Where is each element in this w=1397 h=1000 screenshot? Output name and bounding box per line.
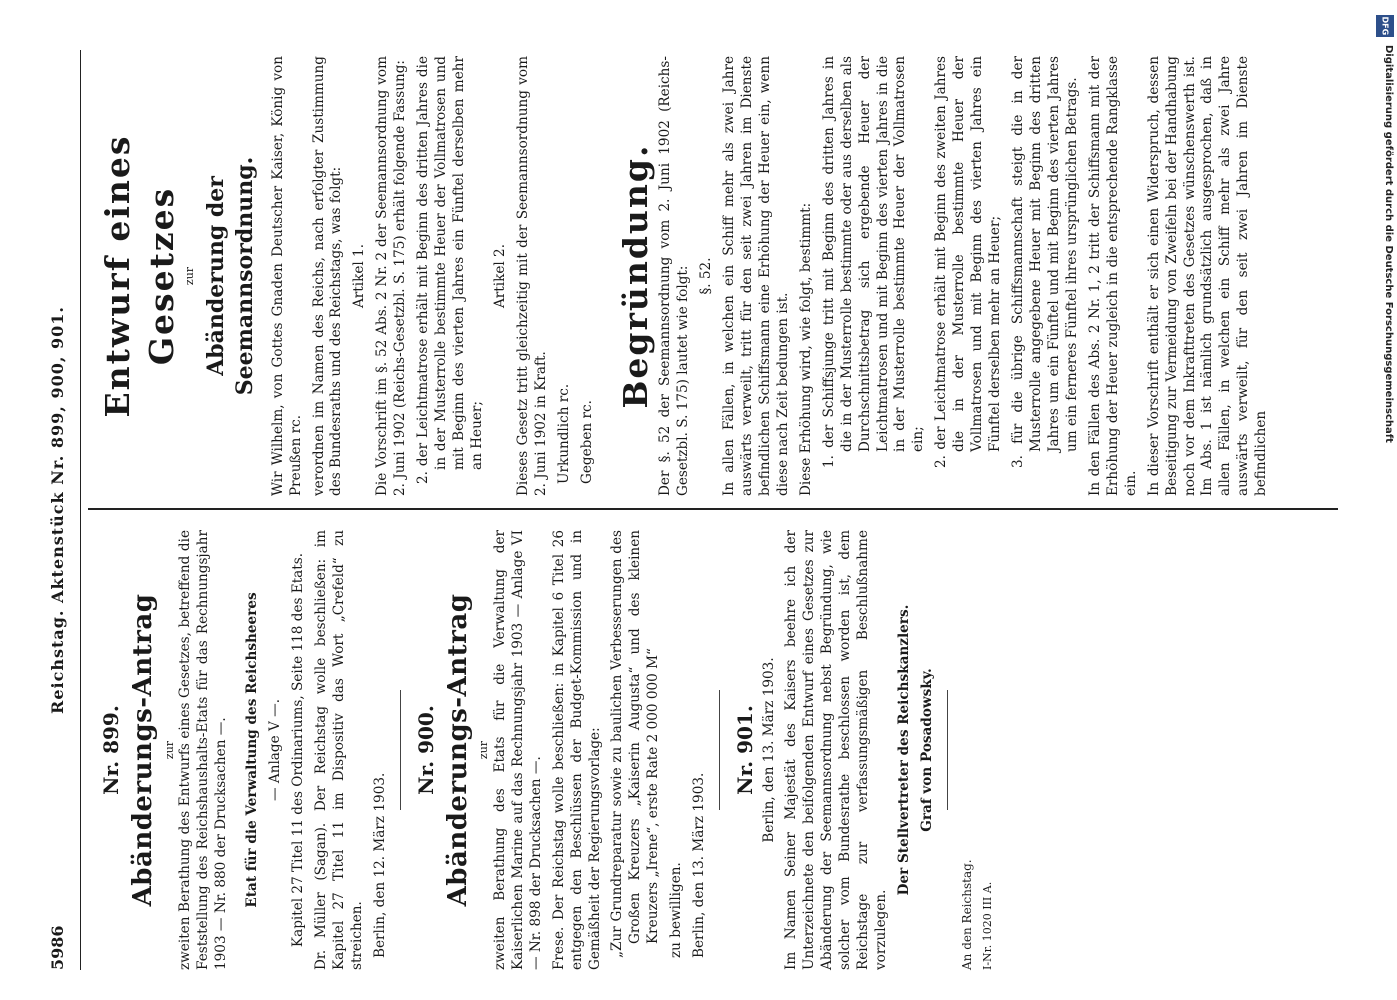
frese-end: zu bewilligen.	[668, 862, 685, 958]
wir-wilhelm: Wir Wilhelm, von Gottes Gnaden Deutscher Kaiser, König von Preußen rc.	[269, 56, 304, 496]
abaenderung-title: Abänderung der Seemannsordnung.	[202, 156, 258, 396]
frese-quote: „Zur Grundreparatur sowie zu baulichen Verbesserungen des Großen Kreuzers „Kaiserin Augusta“ und des kleinen Kreuzers „Irene“, erste Rate 2 000 000 M“	[609, 530, 662, 958]
artikel-1: Artikel 1.	[351, 243, 368, 309]
zur-right: zur	[183, 266, 197, 286]
heading-nr-901: Nr. 901.	[733, 705, 758, 795]
erhoehung-text: Diese Erhöhung wird, wie folgt, bestimmt:	[797, 202, 814, 496]
separator	[400, 690, 401, 810]
zur-899: zur	[162, 740, 176, 760]
addressee: An den Reichstag.	[959, 859, 974, 970]
heading-nr-899: Nr. 899.	[99, 705, 123, 795]
right-column	[92, 56, 1276, 496]
gegeben: Gegeben rc.	[578, 400, 595, 484]
date-900: Berlin, den 13. März 1903.	[691, 772, 708, 958]
item-3: 3. für die übrige Schiffsmannschaft steigt die in der Musterrolle angegebene Heuer mit Beginn des dritten Jahres um ein Fünftel und mit Beginn des vierten Jahres um ein ferneres Fünftel ihres ursprünglichen Betrags.	[1010, 56, 1080, 468]
paragraph-52: §. 52.	[698, 257, 715, 295]
item-1: 1. der Schiffsjunge tritt mit Beginn des dritten Jahres in die in der Musterrolle bestimmte oder aus derselben als Durchschnittsbetrag sich ergebende Heuer der Leichtmatrosen und mit Beginn des vierten Jahres in die in der Musterrolle bestimmte Heuer der Vollmatrosen ein;	[820, 56, 927, 468]
kapitel-text: Kapitel 27 Titel 11 des Ordinariums, Seite 118 des Etats.	[289, 552, 306, 948]
document-page	[40, 50, 1370, 970]
left-column	[92, 530, 995, 970]
etat-title: Etat für die Verwaltung des Reichsheeres	[244, 592, 261, 908]
page-header	[40, 50, 81, 970]
anlage-v: — Anlage V —.	[266, 698, 283, 802]
heading-nr-900: Nr. 900.	[413, 705, 438, 795]
separator	[719, 690, 720, 810]
dfg-logo: DFG	[1376, 15, 1394, 37]
signature-graf: Graf von Posadowsky.	[919, 668, 936, 832]
title-899: Abänderungs-Antrag	[128, 593, 159, 907]
begruendung-intro: Der §. 52 der Seemannsordnung vom 2. Juni 1902 (Reichs-Gesetzbl. S. 175) lautet wie folgt:	[657, 56, 692, 496]
begruendung-title: Begründung.	[615, 143, 655, 409]
artikel-1-item: 2. der Leichtmatrose erhält mit Beginn des dritten Jahres die in der Musterrolle bestimmte Heuer der Vollmatrosen und mit Beginn des vierten Jahres ein Fünftel derselben mehr an Heuer;	[415, 56, 486, 484]
date-899: Berlin, den 12. März 1903.	[371, 772, 388, 958]
artikel-1-text: Die Vorschrift im §. 52 Abs. 2 Nr. 2 der Seemannsordnung vom 2. Juni 1902 (Reichs-Gesetzbl. S. 175) erhält folgende Fassung:	[374, 56, 409, 496]
separator	[947, 690, 948, 810]
verordnen: verordnen im Namen des Reichs, nach erfolgter Zustimmung des Bundesraths und des Reichstags, was folgt:	[310, 56, 345, 496]
stellvertreter: Der Stellvertreter des Reichskanzlers.	[896, 604, 913, 896]
artikel-2: Artikel 2.	[491, 243, 508, 309]
paragraph-52-text: In allen Fällen, in welchen ein Schiff mehr als zwei Jahre auswärts verweilt, tritt für den seit zwei Jahren im Dienste befindlichen Schiffsmann eine Erhöhung der Heuer ein, wenn diese nach Zeit bedungen ist.	[721, 56, 791, 496]
page-number: 5986	[48, 925, 67, 970]
item-2: 2. der Leichtmatrose erhält mit Beginn des zweiten Jahres die in der Musterrolle bestimmte Heuer der Vollmatrosen und mit Beginn des vierten Jahres ein Fünftel derselben mehr an Heuer;	[933, 56, 1004, 468]
text-901: Im Namen Seiner Majestät des Kaisers beehre ich der Unterzeichnete den beifolgenden Entwurf eines Gesetzes zur Abänderung der Seemannsordnung nebst Begründung, wie solcher vom Bundesrathe beschlossen worden ist, dem Reichstage zur verfassungsmäßigen Beschlußnahme vorzulegen.	[783, 530, 890, 970]
text-900: zweiten Berathung des Etats für die Verwaltung der Kaiserlichen Marine auf das Rechnungsjahr 1903 — Anlage VI — Nr. 898 der Drucksachen —.	[491, 530, 544, 970]
zur-900: zur	[477, 740, 491, 760]
date-901: Berlin, den 13. März 1903.	[760, 657, 777, 843]
frese-motion: Frese. Der Reichstag wolle beschließen: in Kapitel 6 Titel 26 entgegen den Beschlüssen der Budget-Kommission und in Gemäßheit der Regierungsvorlage:	[550, 530, 603, 970]
artikel-2-text: Dieses Gesetz tritt gleichzeitig mit der Seemannsordnung vom 2. Juni 1902 in Kraft.	[514, 56, 549, 496]
faelle-text: In den Fällen des Abs. 2 Nr. 1, 2 tritt der Schiffsmann mit der Erhöhung der Heuer zugleich in die entsprechende Rangklasse ein.	[1086, 56, 1139, 496]
digitization-note: Digitalisierung gefördert durch die Deutsche Forschungsgemeinschaft	[1383, 45, 1394, 443]
mueller-motion: Dr. Müller (Sagan). Der Reichstag wolle beschließen: im Kapitel 27 Titel 11 im Dispositiv das Wort „Crefeld“ zu streichen.	[312, 530, 365, 970]
reference-number: I-Nr. 1020 III A.	[980, 881, 994, 970]
vorschrift-text: In dieser Vorschrift enthält er sich einen Widerspruch, dessen Beseitigung zur Vermeidung von Zweifeln bei der Handhabung noch vor dem Inkrafttreten des Gesetzes wünschenswerth ist. Im Abs. 1 ist nämlich grundsätzlich ausgesprochen, daß in allen Fällen, in welchen ein Schiff mehr als zwei Jahre auswärts verweilt, für den seit zwei Jahren im Dienste befindlichen	[1145, 56, 1270, 496]
column-divider	[88, 509, 1338, 511]
header-title: Reichstag. Aktenstück Nr. 899, 900, 901.	[48, 306, 67, 714]
title-900: Abänderungs-Antrag	[442, 593, 473, 907]
text-899: zweiten Berathung des Entwurfs eines Gesetzes, betreffend die Feststellung des Reichshaushalts-Etats für das Rechnungsjahr 1903 — Nr. 880 der Drucksachen —.	[177, 530, 230, 970]
entwurf-title: Entwurf eines Gesetzes	[98, 134, 181, 418]
side-margin	[1376, 15, 1394, 985]
urkundlich: Urkundlich rc.	[555, 383, 572, 484]
